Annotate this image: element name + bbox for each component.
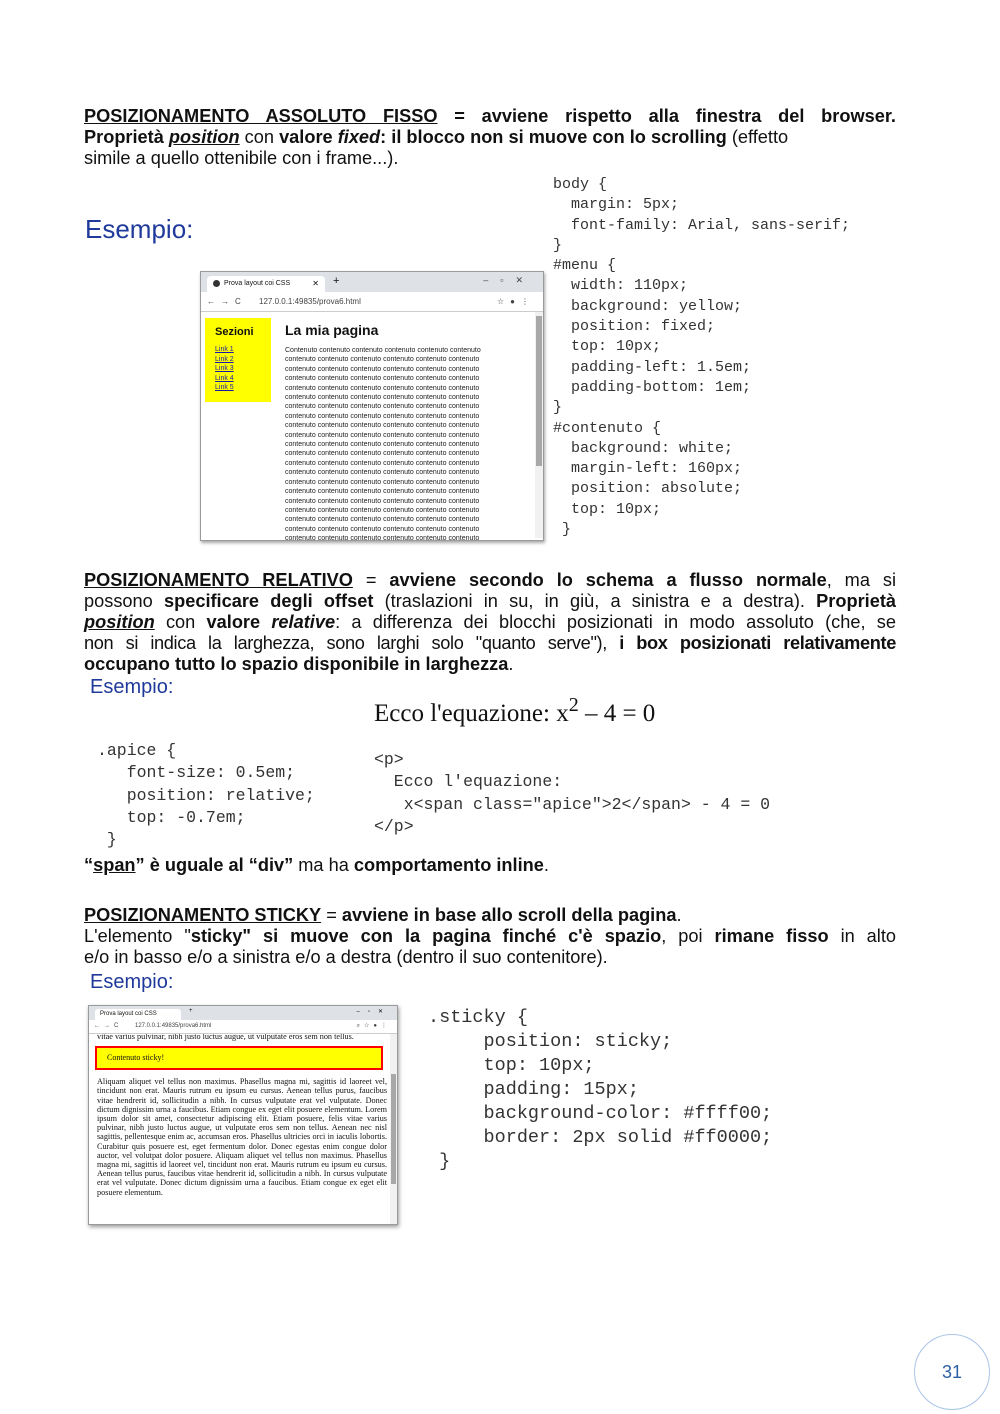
- window-controls[interactable]: –▫✕: [483, 275, 535, 285]
- relative-dot: .: [508, 654, 514, 674]
- address-bar-2: [89, 1020, 397, 1034]
- sticky-eq: =: [321, 905, 342, 925]
- lorem-text: Aliquam aliquet vel tellus non maximus. Phasellus magna mi, sagittis id laoreet vel, tincidunt non erat. Mauris rutrum eu ipsum eu cursus. Aenean tellus purus, faucibus vitae hendrerit id, sollicitudin a nibh. In cursus vulputate erat vel vulputate. Donec dictum dignissim urna a faucibus. Etiam congue ex eget elit posuere elementum. Lorem ipsum dolor sit amet, consectetur adipiscing elit. Etiam posuere, felis vitae varius pulvinar, nibh justo luctus augue, ut vulputate eros sem non tellus. Aenean nec nisl sagittis, pellentesque enim ac, accumsan eros. Phasellus ultricies orci in iaculis lobortis. Curabitur quis posuere est, eget fermentum dolor. Donec egestas enim congue dolor auctor, vel volutpat dolor posuere. Aliquam aliquet vel tellus non maximus. Phasellus magna mi, sagittis id laoreet vel, tincidunt non erat. Mauris rutrum eu ipsum eu cursus. Aenean tellus purus, faucibus vitae hendrerit id, sollicitudin a nibh. In cursus vulputate erat vel vulputate. Donec dictum dignissim urna a faucibus. Etiam congue ex eget elit posuere elementum.: [97, 1077, 387, 1197]
- relative-paragraph: [84, 570, 896, 675]
- globe-icon: [213, 280, 220, 287]
- relative-box: i box posizionati relativamente: [619, 633, 896, 653]
- menu-link-2[interactable]: Link 2: [215, 355, 234, 363]
- fixed-paragraph: [84, 106, 896, 169]
- sticky-viewport: [89, 1034, 397, 1224]
- fixed-con: con: [239, 127, 280, 147]
- relative-con: con: [154, 612, 207, 632]
- span-equal-div: ” è uguale al “div”: [135, 855, 294, 875]
- equation-prefix: Ecco l'equazione: x: [374, 700, 569, 727]
- sticky-poi: , poi: [661, 926, 715, 946]
- sticky-dot: .: [676, 905, 682, 925]
- fixed-line3: simile a quello ottenibile con i frame...).: [84, 148, 399, 168]
- new-tab-icon-2[interactable]: +: [189, 1008, 193, 1014]
- relative-valore: valore: [206, 612, 272, 632]
- fixed-line1: = avviene rispetto alla finestra del browser.: [437, 106, 896, 126]
- browser-window-sticky: [88, 1005, 398, 1225]
- menu-link-5[interactable]: Link 5: [215, 384, 234, 391]
- nav-icons-2[interactable]: ←→C: [94, 1023, 123, 1029]
- relative-masi: , ma si: [826, 570, 896, 590]
- fixed-code-block: body { margin: 5px; font-family: Arial, sans-serif; } #menu { width: 110px; background: yellow; position: fixed; top: 10px; padding-left: 1.5em; padding-bottom: 1em; } #contenuto { background: white; margin-left: 160px; position: absolute; top: 10px; }: [553, 176, 851, 539]
- equation-demo: [374, 694, 656, 728]
- sticky-fisso: rimane fisso: [714, 926, 829, 946]
- scrolled-top-line: vitae varius pulvinar, nibh justo luctus augue, ut vulputate eros sem non tellus.: [97, 1034, 354, 1041]
- sticky-box: Contenuto sticky!: [95, 1046, 383, 1070]
- browser-window-fixed: [200, 271, 544, 541]
- equation-superscript: 2: [568, 694, 579, 716]
- span-note: [84, 855, 549, 876]
- sticky-paragraph: [84, 905, 896, 968]
- menu-link-1[interactable]: Link 1: [215, 346, 234, 353]
- relative-eq: =: [352, 570, 390, 590]
- page-number: 31: [914, 1334, 990, 1410]
- relative-flow: avviene secondo lo schema a flusso normale: [389, 570, 827, 590]
- relative-position-word: position: [84, 612, 155, 632]
- close-tab-icon[interactable]: ✕: [312, 279, 319, 288]
- sticky-code-block: .sticky { position: sticky; top: 10px; padding: 15px; background-color: #ffff00; border: 2px solid #ff0000; }: [428, 1007, 773, 1172]
- sticky-alto: in alto: [828, 926, 897, 946]
- fixed-desc: : il blocco non si muove con lo scrolling: [380, 127, 727, 147]
- fixed-valore: valore: [279, 127, 338, 147]
- menu-link-3[interactable]: Link 3: [215, 365, 234, 372]
- fixed-fixed-word: fixed: [337, 127, 381, 147]
- relative-traslazioni: (traslazioni in su, in giù, a sinistra e a destra).: [373, 591, 817, 611]
- fixed-position-word: position: [168, 127, 240, 147]
- sticky-scroll: avviene in base allo scroll della pagina: [341, 905, 677, 925]
- sticky-moves: sticky" si muove con la pagina finché c'è spazio: [190, 926, 662, 946]
- apice-css-code: .apice { font-size: 0.5em; position: relative; top: -0.7em; }: [97, 741, 315, 850]
- page-content-text: Contenuto contenuto contenuto contenuto contenuto contenuto contenuto contenuto contenuto contenuto contenuto contenuto contenuto contenuto contenuto contenuto contenuto contenuto contenuto contenuto contenuto contenuto contenuto contenuto contenuto contenuto contenuto contenuto contenuto contenuto contenuto contenuto contenuto contenuto contenuto contenuto contenuto contenuto contenuto contenuto contenuto contenuto contenuto contenuto contenuto contenuto contenuto contenuto contenuto contenuto contenuto contenuto contenuto contenuto contenuto contenuto contenuto contenuto contenuto contenuto contenuto contenuto contenuto contenuto contenuto contenuto contenuto contenuto contenuto contenuto contenuto contenuto contenuto contenuto contenuto contenuto contenuto contenuto contenuto contenuto contenuto contenuto contenuto contenuto contenuto contenuto contenuto contenuto contenuto contenuto contenuto contenuto contenuto contenuto contenuto contenuto contenuto contenuto contenuto contenuto contenuto contenuto contenuto contenuto contenuto contenuto contenuto contenuto contenuto contenuto contenuto contenuto contenuto contenuto contenuto contenuto contenuto contenuto contenuto contenuto contenuto contenuto contenuto contenuto contenuto contenuto: [285, 347, 481, 541]
- scrollbar-thumb[interactable]: [536, 316, 542, 466]
- browser-tab-2[interactable]: [95, 1009, 181, 1020]
- scrollbar-thumb-2[interactable]: [391, 1074, 396, 1184]
- equation-suffix: – 4 = 0: [578, 700, 656, 727]
- menu-heading: Sezioni: [215, 326, 254, 338]
- address-bar: [201, 292, 543, 312]
- sticky-line3: e/o in basso e/o a sinistra e/o a destra (dentro il suo contenitore).: [84, 947, 608, 967]
- span-ma-ha: ma ha: [293, 855, 354, 875]
- tab-title-2: Prova layout coi CSS: [100, 1011, 157, 1017]
- new-tab-icon[interactable]: +: [333, 275, 340, 287]
- browser-tab[interactable]: [207, 276, 325, 292]
- esempio-relative: Esempio:: [90, 676, 174, 698]
- nav-icons[interactable]: ←→C: [207, 297, 247, 306]
- url-field[interactable]: 127.0.0.1:49835/prova6.html: [259, 297, 361, 306]
- menu-link-4[interactable]: Link 4: [215, 374, 234, 382]
- page-heading: La mia pagina: [285, 322, 379, 338]
- relative-offset: specificare degli offset: [163, 591, 374, 611]
- relative-title: POSIZIONAMENTO RELATIVO: [84, 570, 353, 590]
- relative-proprieta: Proprietà: [816, 591, 897, 611]
- page-viewport: [201, 312, 543, 541]
- sticky-title: POSIZIONAMENTO STICKY: [84, 905, 322, 925]
- window-controls-2[interactable]: –▫✕: [356, 1009, 391, 1015]
- star-icon[interactable]: ☆●⋮: [496, 297, 535, 306]
- fixed-prop: Proprietà: [84, 127, 169, 147]
- fixed-title: POSIZIONAMENTO ASSOLUTO FISSO: [84, 106, 438, 126]
- relative-diff: : a differenza dei blocchi posizionati in modo assoluto (che, se: [335, 612, 897, 632]
- relative-relative-word: relative: [271, 612, 336, 632]
- span-word: span: [93, 855, 136, 875]
- page-content: [285, 322, 535, 541]
- url-field-2[interactable]: 127.0.0.1:49835/prova6.html: [135, 1023, 212, 1029]
- apice-html-code: <p> Ecco l'equazione: x<span class="apice">2</span> - 4 = 0 </p>: [374, 750, 771, 836]
- fixed-menu: [205, 318, 271, 402]
- tab-bar-2: [89, 1006, 397, 1020]
- toolbar-icons-2[interactable]: ⌕☆●⋮: [356, 1023, 391, 1029]
- esempio-sticky: Esempio:: [90, 971, 174, 993]
- relative-possono: possono: [84, 591, 164, 611]
- tab-title: Prova layout coi CSS: [224, 280, 291, 287]
- esempio-fixed: Esempio:: [85, 214, 194, 244]
- span-inline: comportamento inline: [353, 855, 544, 875]
- span-dot: .: [543, 855, 549, 875]
- fixed-effetto: (effetto: [726, 127, 789, 147]
- tab-bar: [201, 272, 543, 292]
- quote-open: “: [84, 855, 94, 875]
- relative-larghi: non si indica la larghezza, sono larghi solo "quanto serve"),: [84, 633, 620, 653]
- relative-occupano: occupano tutto lo spazio disponibile in larghezza: [84, 654, 509, 674]
- scrollbar[interactable]: [535, 312, 543, 538]
- sticky-elemento: L'elemento ": [84, 926, 191, 946]
- scrollbar-2[interactable]: [390, 1034, 397, 1224]
